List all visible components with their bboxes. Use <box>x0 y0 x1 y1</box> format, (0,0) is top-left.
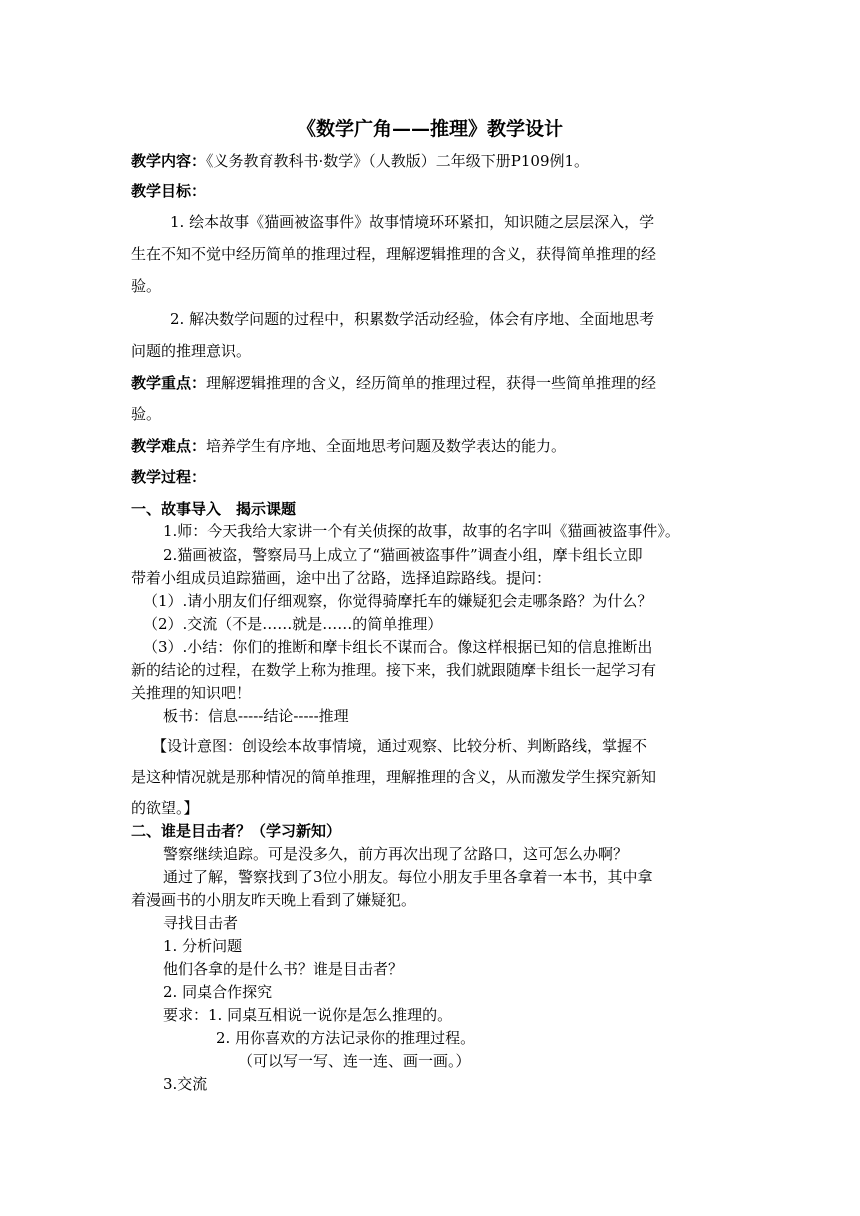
section1-question3-line2: 新的结论的过程，在数学上称为推理。接下来，我们就跟随摩卡组长一起学习有 <box>131 661 657 679</box>
difficulty-text: 培养学生有序地、全面地思考问题及数学表达的能力。 <box>206 437 567 455</box>
process-label: 教学过程： <box>131 468 207 486</box>
section2-step1-question: 他们各拿的是什么书？谁是目击者？ <box>163 960 404 978</box>
section1-heading: 一、故事导入 揭示课题 <box>131 500 297 518</box>
section1-question3-line1: （3）.小结：你们的推断和摩卡组长不谋而合。像这样根据已知的信息推断出 <box>143 638 653 656</box>
section1-intent-line1: 【设计意图：创设绘本故事情境，通过观察、比较分析、判断路线，掌握不 <box>152 737 648 755</box>
section2-paragraph2-line1: 通过了解，警察找到了3位小朋友。每位小朋友手里各拿着一本书，其中拿 <box>163 868 653 886</box>
goal1-line3: 验。 <box>131 277 162 295</box>
section2-requirement2: 2. 用你喜欢的方法记录你的推理过程。 <box>216 1029 476 1047</box>
section1-intent-line3: 的欲望。】 <box>131 799 199 817</box>
section1-question2: （2）.交流（不是……就是……的简单推理） <box>143 615 443 633</box>
section2-step2: 2. 同桌合作探究 <box>163 983 273 1001</box>
goal1-line2: 生在不知不觉中经历简单的推理过程，理解逻辑推理的含义，获得简单推理的经 <box>131 245 657 263</box>
section2-step3: 3.交流 <box>163 1075 208 1093</box>
goal2-line1: 2. 解决数学问题的过程中，积累数学活动经验，体会有序地、全面地思考 <box>170 310 655 328</box>
section2-requirement1: 要求：1. 同桌互相说一说你是怎么推理的。 <box>163 1006 453 1024</box>
section2-requirement2-note: （可以写一写、连一连、画一画。） <box>238 1052 471 1070</box>
key-point-label: 教学重点： <box>131 374 207 392</box>
difficulty-label: 教学难点： <box>131 437 207 455</box>
content-text: 《义务教育教科书·数学》（人教版）二年级下册P109例1。 <box>206 152 590 170</box>
content-label: 教学内容： <box>131 152 207 170</box>
section1-paragraph1: 1.师：今天我给大家讲一个有关侦探的故事，故事的名字叫《猫画被盗事件》。 <box>163 522 680 540</box>
section1-paragraph2-line2: 带着小组成员追踪猫画，途中出了岔路，选择追踪路线。提问： <box>131 569 552 587</box>
section2-paragraph2-line2: 着漫画书的小朋友昨天晚上看到了嫌疑犯。 <box>131 891 417 909</box>
section2-heading: 二、谁是目击者？（学习新知） <box>131 822 342 840</box>
difficulty-paragraph <box>131 436 566 456</box>
section1-blackboard: 板书：信息-----结论-----推理 <box>163 707 349 725</box>
content-paragraph <box>131 151 589 171</box>
section1-paragraph2-line1: 2.猫画被盗，警察局马上成立了“猫画被盗事件”调查小组，摩卡组长立即 <box>163 546 643 564</box>
key-point-line1 <box>131 373 656 393</box>
goal1-line1: 1. 绘本故事《猫画被盗事件》故事情境环环紧扣，知识随之层层深入，学 <box>170 213 655 231</box>
section1-intent-line2: 是这种情况就是那种情况的简单推理，理解推理的含义，从而激发学生探究新知 <box>131 768 657 786</box>
key-point-text: 理解逻辑推理的含义，经历简单的推理过程，获得一些简单推理的经 <box>206 374 657 392</box>
document-title: 《数学广角——推理》教学设计 <box>296 118 563 140</box>
section2-find-witness: 寻找目击者 <box>163 914 239 932</box>
section1-question3-line3: 关推理的知识吧！ <box>131 684 252 702</box>
section1-question1: （1）.请小朋友们仔细观察，你觉得骑摩托车的嫌疑犯会走哪条路？为什么？ <box>143 592 653 610</box>
key-point-line2: 验。 <box>131 405 162 423</box>
goals-label: 教学目标： <box>131 182 207 200</box>
section2-step1: 1. 分析问题 <box>163 937 243 955</box>
section2-paragraph1: 警察继续追踪。可是没多久，前方再次出现了岔路口，这可怎么办啊？ <box>163 845 629 863</box>
goal2-line2: 问题的推理意识。 <box>131 342 252 360</box>
